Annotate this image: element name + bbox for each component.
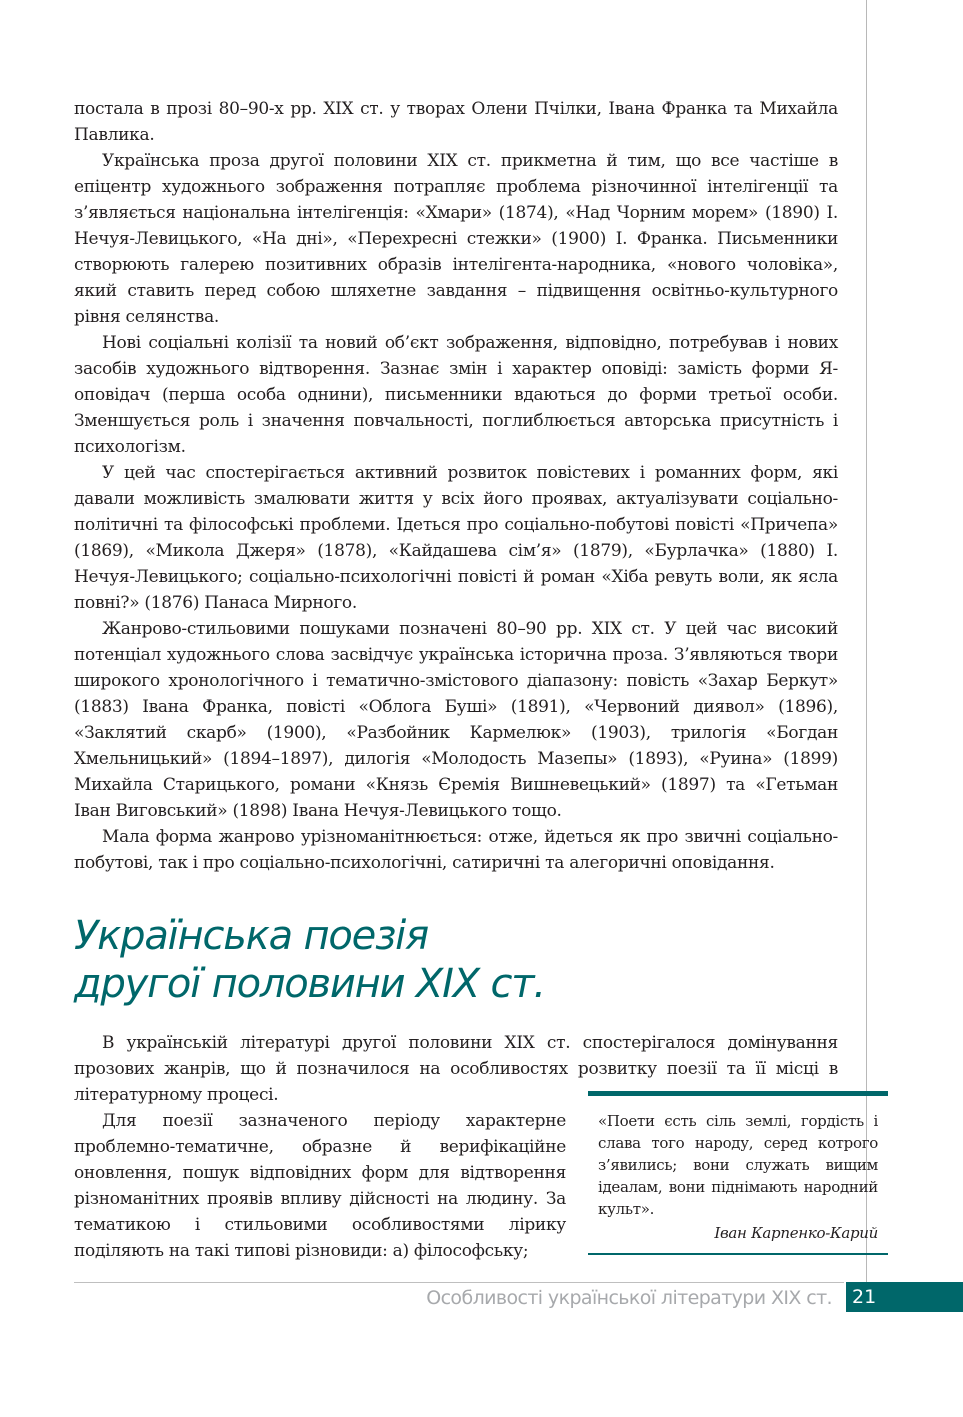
paragraph: Нові соціальні колізії та новий об’єкт зображення, відповідно, потребував і нових засобів художнього відтворення. Зазнає змін і характер оповіді: замість форми Я-оповідач (перша особа однини), письменники вдаються до форми третьої особи. Зменшується роль і значення повчальності, поглиблюється авторська присутність і психологізм. bbox=[74, 333, 838, 457]
paragraph: Для поезії зазначеного періоду характерне проблемно-тематичне, образне й верифікаційне оновлення, пошук відповідних форм для відтворення різноманітних проявів впливу дійсності на людину. За тематикою і стильовими особливостями лірику поділяють на такі типові різновиди: а) філософську; bbox=[74, 1111, 566, 1261]
section-body bbox=[74, 1108, 566, 1264]
page-number: 21 bbox=[846, 1282, 963, 1312]
paragraph: Українська проза другої половини XIX ст. прикметна й тим, що все частіше в епіцентр художнього зображення потрапляє проблема різночинної інтелігенції та з’являється національна інтелігенція: «Хмари» (1874), «Над Чорним морем» (1890) І. Нечуя-Левицького, «На дні», «Перехресні стежки» (1900) І. Франка. Письменники створюють галерею позитивних образів інтелігента-народника, «нового чоловіка», який ставить перед собою шляхетне завдання – підвищення освітньо-культурного рівня селянства. bbox=[74, 151, 838, 327]
paragraph: Жанрово-стильовими пошуками позначені 80–90 рр. XIX ст. У цей час високий потенціал художнього слова засвідчує українська історична проза. З’являються твори широкого хронологічного і тематично-змістового діапазону: повість «Захар Беркут» (1883) Івана Франка, повісті «Облога Буші» (1891), «Червоний диявол» (1896), «Заклятий скарб» (1900), «Разбойник Кармелюк» (1903), трилогія «Богдан Хмельницький» (1894–1897), дилогія «Молодость Мазепы» (1893), «Руина» (1899) Михайла Старицького, романи «Князь Єремія Вишневецький» (1897) та «Гетьман Іван Виговський» (1898) Івана Нечуя-Левицького тощо. bbox=[74, 619, 838, 821]
quote-box bbox=[588, 1091, 888, 1255]
section-title-line: другої половини XIX ст. bbox=[74, 961, 545, 1007]
footer-title: Особливості української літератури XIX ст. bbox=[426, 1287, 832, 1309]
footer-rule bbox=[74, 1282, 844, 1283]
paragraph: В українській літературі другої половини XIX ст. спостерігалося домінування прозових жанрів, що й позначилося на особливостях розвитку поезії та її місці в літературному процесі. bbox=[74, 1033, 838, 1105]
section-title-line: Українська поезія bbox=[74, 913, 428, 959]
body-text bbox=[74, 96, 838, 876]
quote-author: Іван Карпенко-Карий bbox=[714, 1224, 878, 1242]
section-title bbox=[74, 912, 834, 1008]
paragraph: Мала форма жанрово урізноманітнюється: отже, йдеться як про звичні соціально-побутові, так і про соціально-психологічні, сатиричні та алегоричні оповідання. bbox=[74, 827, 838, 873]
paragraph: постала в прозі 80–90-х рр. XIX ст. у творах Олени Пчілки, Івана Франка та Михайла Павлика. bbox=[74, 99, 838, 145]
quote-text: «Поети єсть сіль землі, гордість і слава того народу, серед котрого з’явились; вони служать вищим ідеалам, вони піднімають народний культ». bbox=[598, 1112, 878, 1218]
paragraph: У цей час спостерігається активний розвиток повістевих і романних форм, які давали можливість змалювати життя у всіх його проявах, актуалізувати соціально-політичні та філософські проблеми. Ідеться про соціально-побутові повісті «Причепа» (1869), «Микола Джеря» (1878), «Кайдашева сім’я» (1879), «Бурлачка» (1880) І. Нечуя-Левицького; соціально-психологічні повісті й роман «Хіба ревуть воли, як ясла повні?» (1876) Панаса Мирного. bbox=[74, 463, 838, 613]
